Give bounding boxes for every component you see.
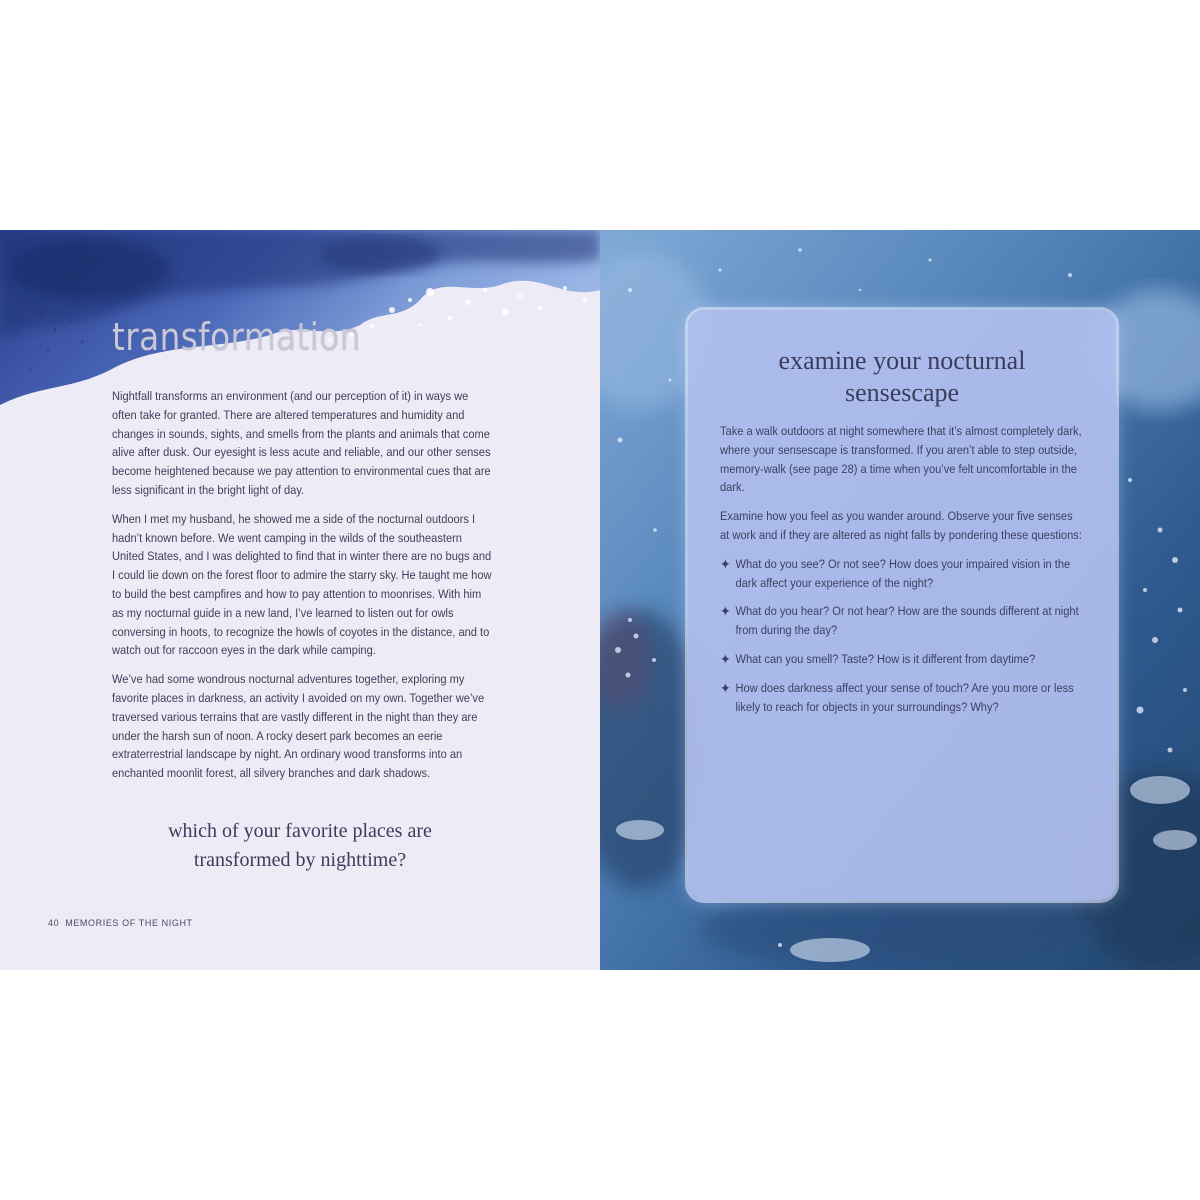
prompt-line: which of your favorite places are bbox=[168, 820, 432, 842]
list-item bbox=[720, 602, 1084, 640]
reflection-prompt bbox=[100, 817, 500, 875]
page-number: 40 bbox=[48, 918, 60, 928]
title-line: sensescape bbox=[844, 378, 960, 407]
paragraph: Examine how you feel as you wander around. Observe your five senses at work and if they are altered as night falls by pondering these questions: bbox=[720, 509, 1082, 542]
paragraph: Take a walk outdoors at night somewhere that it’s almost completely dark, where your sensescape is transformed. If you aren’t able to step outside, memory-walk (see page 28) a time when you’ve felt uncomfortable in the dark. bbox=[720, 424, 1082, 495]
title-line: examine your nocturnal bbox=[778, 346, 1026, 375]
question-text: What do you hear? Or not hear? How are the sounds different at night from during the day? bbox=[735, 604, 1079, 638]
sparkle-icon: ✦ bbox=[720, 679, 731, 696]
paragraph: When I met my husband, he showed me a side of the nocturnal outdoors I hadn’t known before. We went camping in the wilds of the southeastern United States, and I was delighted to find that in winter there are no bugs and I could lie down on the forest floor to admire the starry sky. He taught me how to build the best campfires and how to pay attention to moonrises. With him as my nocturnal guide in a new land, I’ve learned to listen out for owls conversing in hoots, to recognize the howls of coyotes in the distance, and to watch out for raccoon eyes in the dark while camping. bbox=[112, 511, 492, 658]
list-item bbox=[720, 650, 1084, 669]
page-folio bbox=[48, 918, 199, 928]
sparkle-icon: ✦ bbox=[720, 555, 731, 572]
exercise-body bbox=[720, 422, 1084, 726]
right-page bbox=[600, 230, 1200, 970]
prompt-line: transformed by nighttime? bbox=[193, 849, 407, 871]
sparkle-icon: ✦ bbox=[720, 650, 731, 667]
running-head: MEMORIES OF THE NIGHT bbox=[65, 918, 193, 928]
paragraph: Nightfall transforms an environment (and our perception of it) in ways we often take for granted. There are altered temperatures and humidity and changes in sounds, sights, and smells from the plants and animals that come alive after dusk. Our eyesight is less acute and reliable, and our other senses become heightened because we pay attention to environmental cues that are less significant in the bright light of day. bbox=[112, 389, 491, 497]
left-page bbox=[0, 230, 600, 970]
section-heading: transformation bbox=[112, 315, 361, 359]
sparkle-icon: ✦ bbox=[720, 603, 731, 620]
paragraph: We’ve had some wondrous nocturnal adventures together, exploring my favorite places in darkness, an activity I avoided on my own. Together we’ve traversed various terrains that are vastly different in the night than they are under the harsh sun of noon. A rocky desert park becomes an eerie extraterrestrial landscape by night. An ordinary wood transforms into an enchanted moonlit forest, all silvery branches and dark shadows. bbox=[112, 672, 485, 781]
question-text: What can you smell? Taste? How is it different from daytime? bbox=[735, 651, 1036, 666]
body-text bbox=[112, 387, 494, 793]
question-text: What do you see? Or not see? How does your impaired vision in the dark affect your experience of the night? bbox=[735, 556, 1071, 590]
question-list bbox=[720, 555, 1084, 717]
book-spread bbox=[0, 230, 1200, 970]
exercise-title bbox=[688, 345, 1116, 409]
exercise-panel bbox=[688, 310, 1116, 900]
list-item bbox=[720, 555, 1084, 593]
question-text: How does darkness affect your sense of touch? Are you more or less likely to reach for objects in your surroundings? Why? bbox=[735, 680, 1074, 714]
list-item bbox=[720, 679, 1084, 717]
